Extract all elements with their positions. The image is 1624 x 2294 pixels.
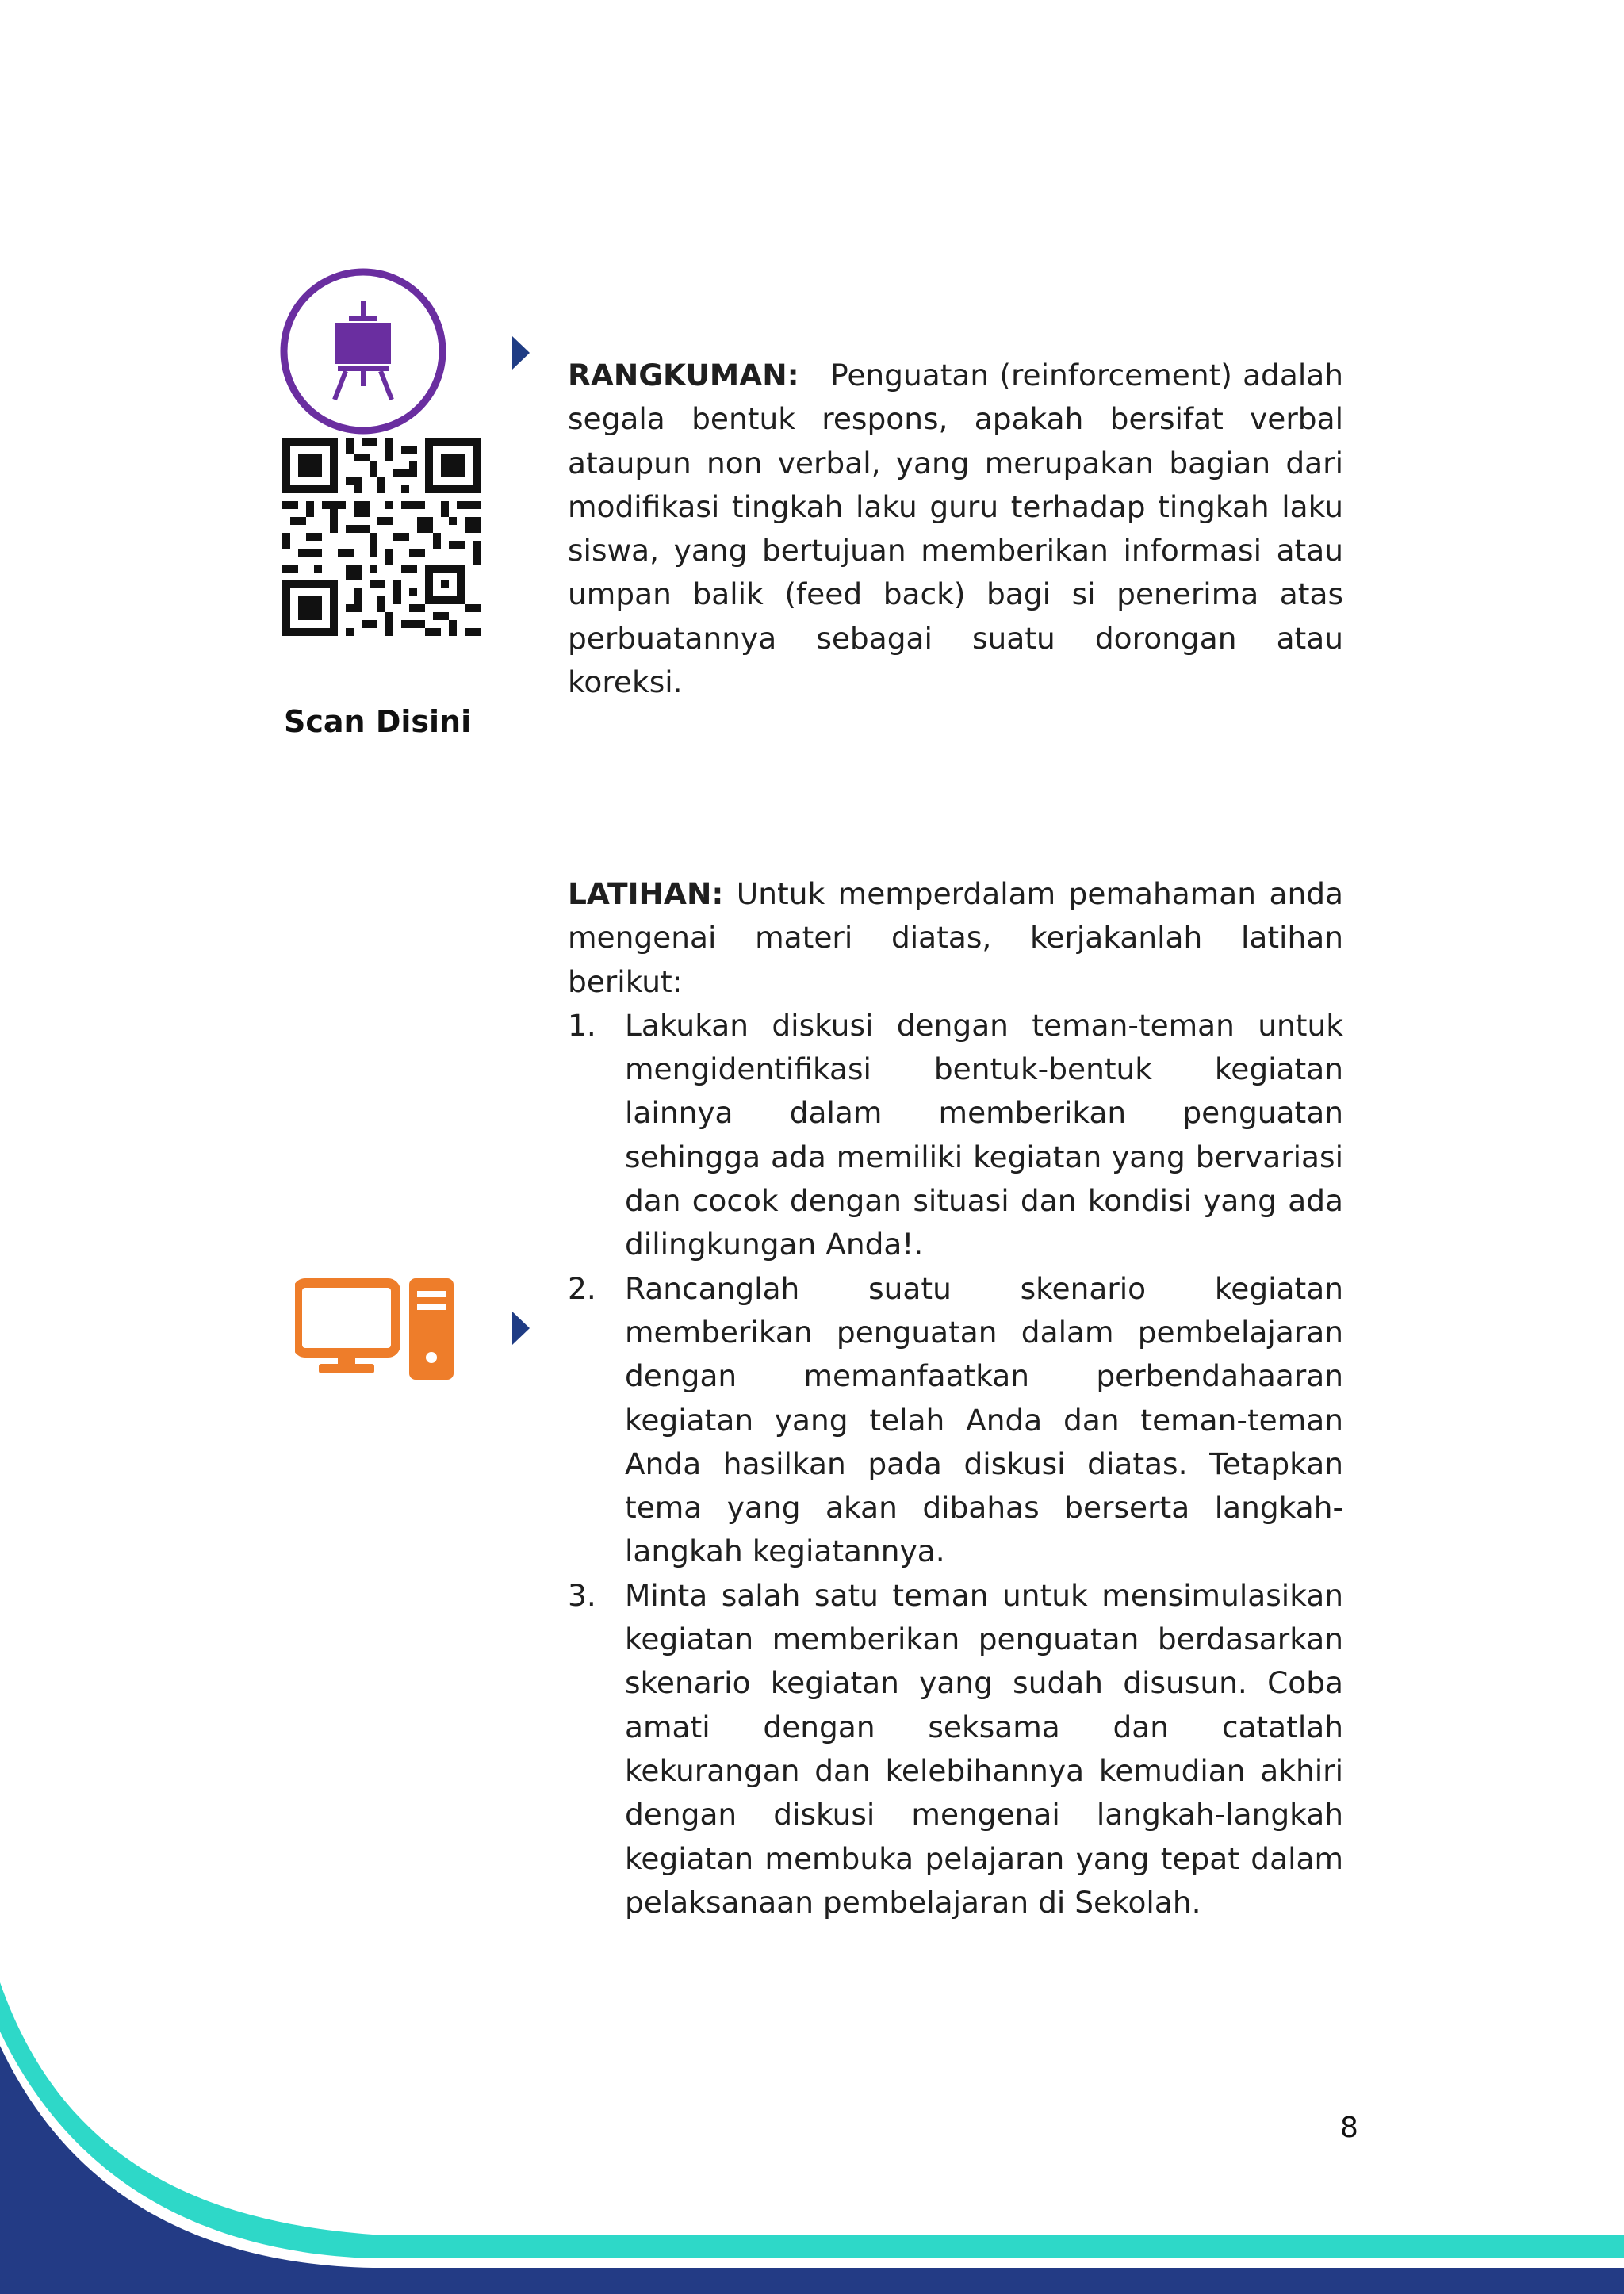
- triangle-right-icon: [512, 336, 530, 370]
- exercise-intro: Untuk memperdalam pemahaman anda mengenai materi diatas, kerjakanlah latihan berikut:: [568, 876, 1344, 999]
- easel-icon: [279, 267, 447, 435]
- list-item-text: Rancanglah suatu skenario kegiatan memberikan penguatan dalam pembelajaran dengan memanfaatkan perbendahaaran kegiatan yang telah Anda dan teman-teman Anda hasilkan pada diskusi diatas. Tetapkan tema yang akan dibahas berserta langkah-langkah kegiatannya.: [625, 1270, 1343, 1569]
- qr-code[interactable]: [282, 438, 481, 636]
- exercise-list: [568, 1004, 1343, 1924]
- exercise-intro-paragraph: [568, 872, 1343, 1004]
- list-item: [568, 1267, 1343, 1574]
- list-item-number: 3.: [568, 1577, 596, 1613]
- page-number: 8: [1340, 2112, 1358, 2144]
- list-item-text: Minta salah satu teman untuk mensimulasikan kegiatan memberikan penguatan berdasarkan skenario kegiatan yang sudah disusun. Coba amati dengan seksama dan catatlah kekurangan dan kelebihannya kemudian akhiri dengan diskusi mengenai langkah-langkah kegiatan membuka pelajaran yang tepat dalam pelaksanaan pembelajaran di Sekolah.: [625, 1577, 1343, 1920]
- summary-section: [568, 354, 1343, 704]
- footer-wave: [0, 1982, 1624, 2294]
- list-item-number: 1.: [568, 1007, 596, 1043]
- list-item: [568, 1574, 1343, 1924]
- summary-heading: RANGKUMAN:: [568, 358, 799, 393]
- exercise-section: [568, 872, 1343, 1924]
- list-item-text: Lakukan diskusi dengan teman-teman untuk mengidentifikasi bentuk-bentuk kegiatan lainnya dalam memberikan penguatan sehingga ada memiliki kegiatan yang bervariasi dan cocok dengan situasi dan kondisi yang ada dilingkungan Anda!.: [625, 1007, 1343, 1262]
- list-item-number: 2.: [568, 1270, 596, 1306]
- computer-icon: [295, 1278, 454, 1380]
- exercise-heading: LATIHAN:: [568, 876, 724, 911]
- scan-caption: Scan Disini: [284, 704, 472, 739]
- list-item: [568, 1004, 1343, 1267]
- summary-text: Penguatan (reinforcement) adalah segala bentuk respons, apakah bersifat verbal ataupun non verbal, yang merupakan bagian dari modifikasi tingkah laku guru terhadap tingkah laku siswa, yang bertujuan memberikan informasi atau umpan balik (feed back) bagi si penerima atas perbuatannya sebagai suatu dorongan atau koreksi.: [568, 358, 1343, 700]
- triangle-right-icon: [512, 1312, 530, 1345]
